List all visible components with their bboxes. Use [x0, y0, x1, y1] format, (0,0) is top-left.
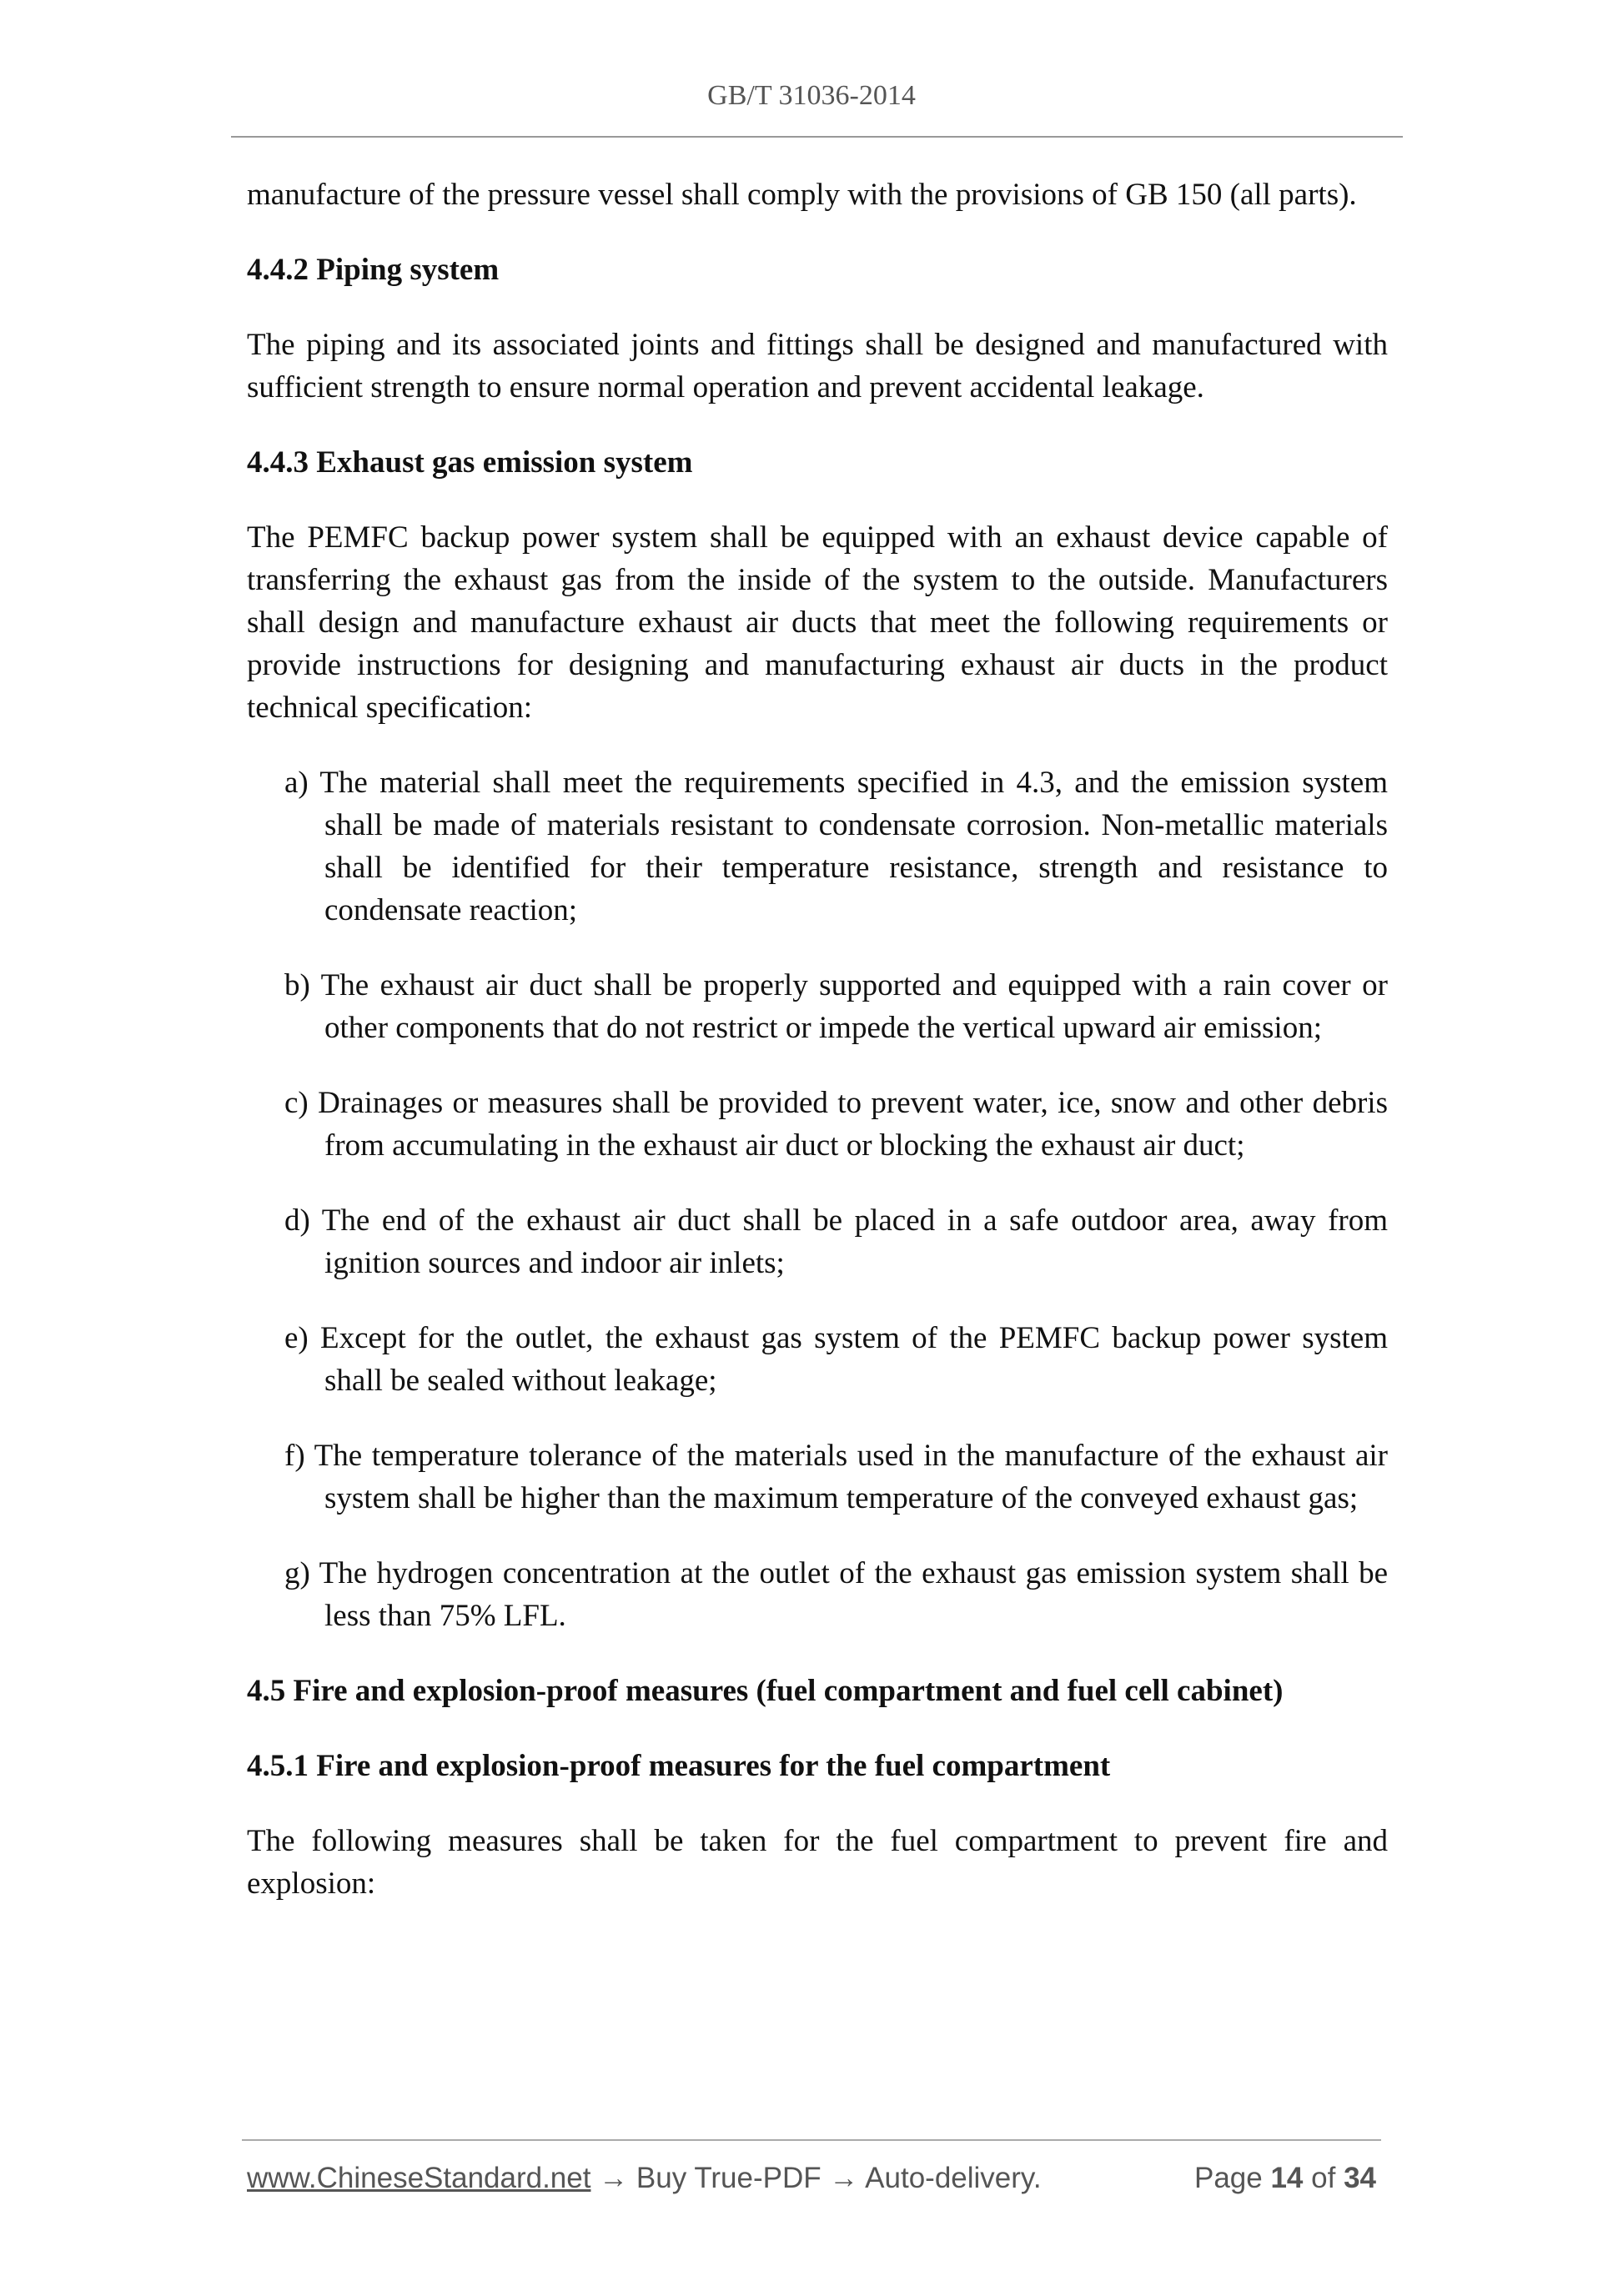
- section-heading-4-5-1: 4.5.1 Fire and explosion-proof measures for the fuel compartment: [247, 1749, 1111, 1783]
- of-label: of: [1311, 2162, 1336, 2194]
- list-item: g) The hydrogen concentration at the outlet of the exhaust gas emission system shall be less than 75% LFL.: [284, 1556, 1388, 1633]
- website-link[interactable]: www.ChineseStandard.net: [247, 2162, 591, 2194]
- header-divider: [231, 136, 1403, 138]
- section-heading-4-5: 4.5 Fire and explosion-proof measures (fuel compartment and fuel cell cabinet): [247, 1674, 1284, 1708]
- page-number: 14: [1270, 2162, 1304, 2194]
- section-heading-4-4-3: 4.4.3 Exhaust gas emission system: [247, 445, 693, 480]
- list-item: a) The material shall meet the requirements specified in 4.3, and the emission system shall be made of materials resistant to condensate corrosion. Non-metallic materials shall be identified for their temperature resistance, strength and resistance to condensate reaction;: [284, 766, 1388, 927]
- footer: [247, 2162, 1376, 2195]
- list-item: f) The temperature tolerance of the materials used in the manufacture of the exhaust air system shall be higher than the maximum temperature of the conveyed exhaust gas;: [284, 1439, 1388, 1515]
- page-indicator: [1194, 2162, 1376, 2195]
- list-item: b) The exhaust air duct shall be properly supported and equipped with a rain cover or other components that do not restrict or impede the vertical upward air emission;: [284, 968, 1388, 1045]
- page-total: 34: [1344, 2162, 1376, 2194]
- list-item: c) Drainages or measures shall be provided to prevent water, ice, snow and other debris from accumulating in the exhaust air duct or blocking the exhaust air duct;: [284, 1086, 1388, 1163]
- paragraph: The PEMFC backup power system shall be equipped with an exhaust device capable of transferring the exhaust gas from the inside of the system to the outside. Manufacturers shall design and manufacture exhaust air ducts that meet the following requirements or provide instructions for designing and manufacturing exhaust air ducts in the product technical specification:: [247, 520, 1388, 725]
- list-item: d) The end of the exhaust air duct shall be placed in a safe outdoor area, away from ignition sources and indoor air inlets;: [284, 1203, 1388, 1280]
- page-label: Page: [1193, 2162, 1263, 2194]
- footer-left: [247, 2162, 1042, 2195]
- paragraph: The following measures shall be taken for the fuel compartment to prevent fire and explosion:: [247, 1824, 1388, 1901]
- paragraph: The piping and its associated joints and fittings shall be designed and manufactured with sufficient strength to ensure normal operation and prevent accidental leakage.: [247, 328, 1388, 404]
- document-code-header: GB/T 31036-2014: [707, 80, 916, 111]
- list-item: e) Except for the outlet, the exhaust gas system of the PEMFC backup power system shall be sealed without leakage;: [284, 1321, 1388, 1398]
- paragraph: manufacture of the pressure vessel shall comply with the provisions of GB 150 (all parts).: [247, 178, 1357, 212]
- page-content: [247, 173, 1388, 1937]
- section-heading-4-4-2: 4.4.2 Piping system: [247, 253, 500, 287]
- footer-divider: [242, 2139, 1381, 2141]
- footer-tagline: → Buy True-PDF → Auto-delivery.: [590, 2162, 1042, 2194]
